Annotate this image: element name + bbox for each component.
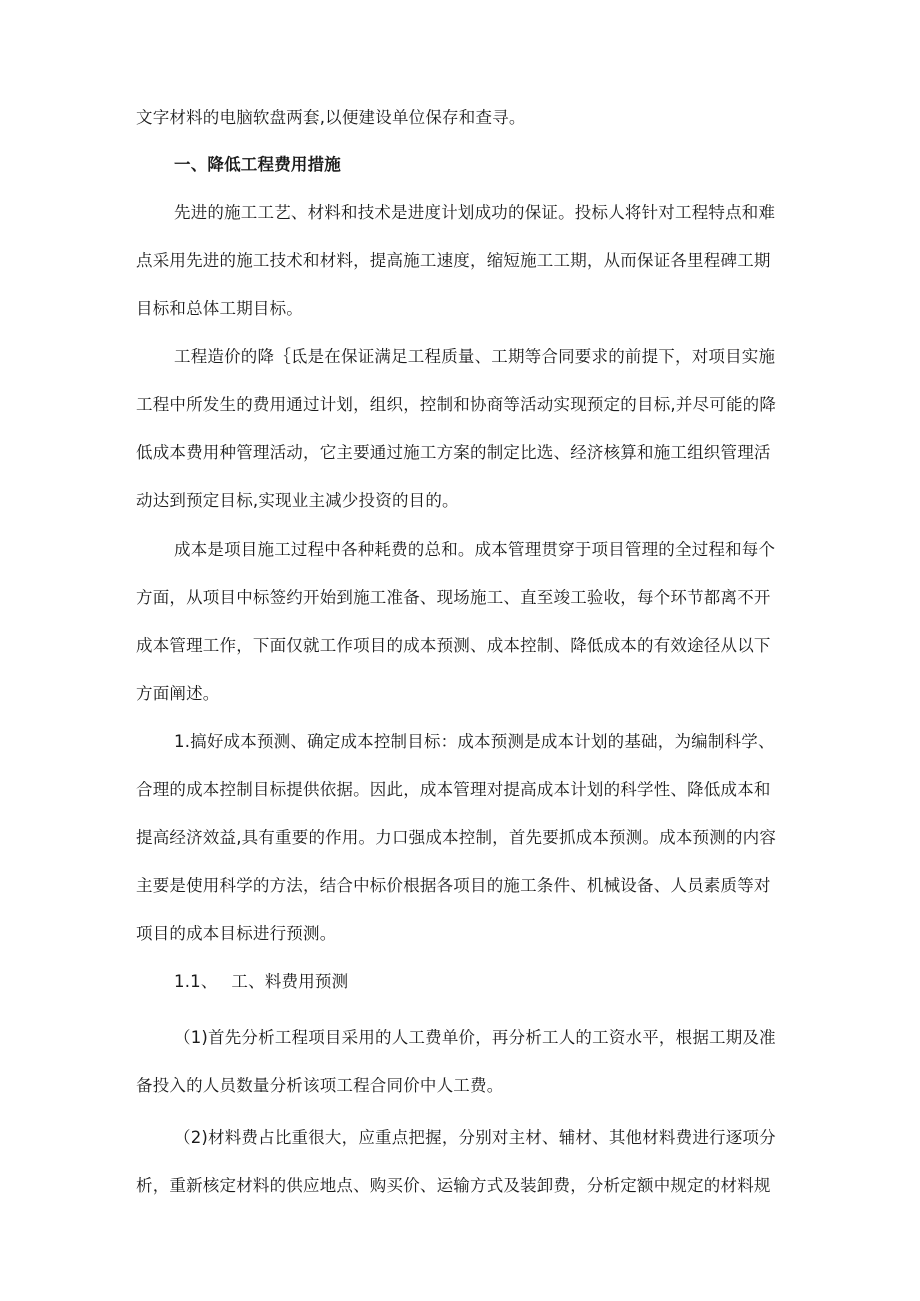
paragraph-line: 目标和总体工期目标。 [136,299,303,318]
paragraph-line: 主要是使用科学的方法，结合中标价根据各项目的施工条件、机械设备、人员素质等对 [136,876,771,895]
paragraph-line: 点采用先进的施工技术和材料，提高施工速度，缩短施工工期，从而保证各里程碑工期 [136,251,771,270]
paragraph-line: 备投入的人员数量分析该项工程合同价中人工费。 [136,1076,504,1095]
paragraph-line: 方面，从项目中标签约开始到施工准备、现场施工、直至竣工验收，每个环节都离不开 [136,588,771,607]
paragraph-line: 析，重新核定材料的供应地点、购买价、运输方式及装卸费，分析定额中规定的材料规 [136,1176,771,1195]
section-heading: 一、降低工程费用措施 [174,155,341,174]
paragraph-line: 合理的成本控制目标提供依据。因此，成本管理对提高成本计划的科学性、降低成本和 [136,780,771,799]
paragraph-line: 动达到预定目标,实现业主减少投资的目的。 [136,491,459,510]
paragraph-line: 工程造价的降｛氐是在保证满足工程质量、工期等合同要求的前提下，对项目实施 [174,347,776,366]
paragraph-line: 先进的施工工艺、材料和技术是进度计划成功的保证。投标人将针对工程特点和难 [174,203,776,222]
paragraph-line: （1)首先分析工程项目采用的人工费单价，再分析工人的工资水平，根据工期及准 [174,1028,776,1047]
paragraph-line: 项目的成本目标进行预测。 [136,924,337,943]
paragraph-line: （2)材料费占比重很大，应重点把握，分别对主材、辅材、其他材料费进行逐项分 [174,1128,776,1147]
paragraph-line: 提高经济效益,具有重要的作用。力口强成本控制，首先要抓成本预测。成本预测的内容 [136,828,777,847]
paragraph-line: 方面阐述。 [136,684,220,703]
paragraph-line: 成本是项目施工过程中各种耗费的总和。成本管理贯穿于项目管理的全过程和每个 [174,540,776,559]
paragraph-line: 1.搞好成本预测、确定成本控制目标：成本预测是成本计划的基础，为编制科学、 [174,732,775,751]
paragraph-line: 工程中所发生的费用通过计划，组织，控制和协商等活动实现预定的目标,并尽可能的降 [136,395,777,414]
paragraph-line: 成本管理工作，下面仅就工作项目的成本预测、成本控制、降低成本的有效途径从以下 [136,636,771,655]
paragraph-line: 文字材料的电脑软盘两套,以便建设单位保存和查寻。 [136,108,526,127]
subsection-heading: 1.1、 工、料费用预测 [174,972,349,991]
paragraph-line: 低成本费用种管理活动，它主要通过施工方案的制定比选、经济核算和施工组织管理活 [136,443,771,462]
